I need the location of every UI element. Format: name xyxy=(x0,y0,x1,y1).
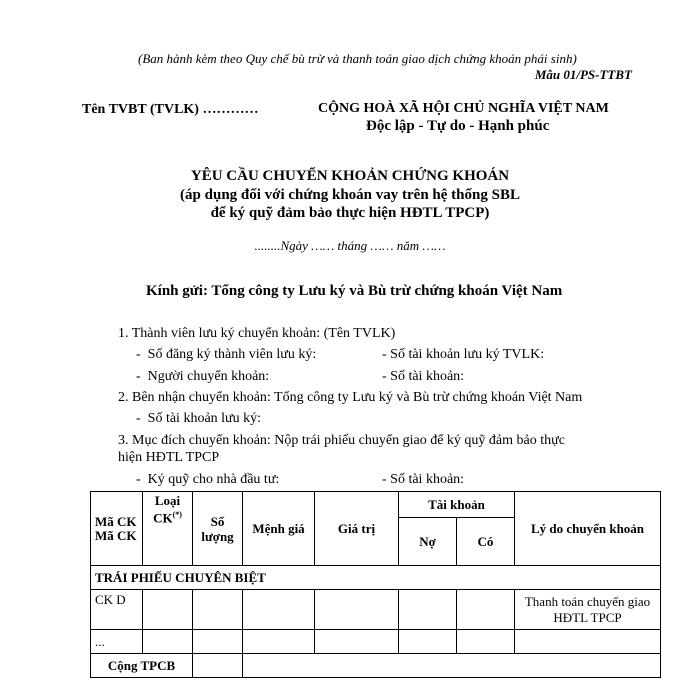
row-code: ... xyxy=(91,630,143,654)
section-3-investor: - Ký quỹ cho nhà đầu tư: xyxy=(136,472,280,487)
section-2-account: - Số tài khoản lưu ký: xyxy=(136,411,262,426)
header-debit: Nợ xyxy=(399,518,457,566)
header-type-note: (*) xyxy=(172,510,182,519)
header-account: Tài khoản xyxy=(399,492,515,518)
row-code: CK D xyxy=(91,590,143,630)
row-cell xyxy=(315,590,399,630)
header-face-value: Mệnh giá xyxy=(243,492,315,566)
row-cell xyxy=(457,630,515,654)
issued-note: (Ban hành kèm theo Quy chế bù trừ và thanh toán giao dịch chứng khoán phái sinh) xyxy=(138,51,577,66)
row-cell xyxy=(143,630,193,654)
section-1-account: - Số tài khoản: xyxy=(382,369,465,384)
header-credit: Có xyxy=(457,518,515,566)
total-row xyxy=(91,654,661,678)
motto: Độc lập - Tự do - Hạnh phúc xyxy=(366,118,550,134)
doc-subtitle-1: (áp dụng đối với chứng khoán vay trên hệ thống SBL xyxy=(180,187,520,203)
header-reason: Lý do chuyển khoản xyxy=(515,492,661,566)
section-1-regno: - Số đăng ký thành viên lưu ký: xyxy=(136,347,317,362)
section-row: TRÁI PHIẾU CHUYÊN BIỆT xyxy=(91,566,661,590)
country-name: CỘNG HOÀ XÃ HỘI CHỦ NGHĨA VIỆT NAM xyxy=(318,101,609,116)
member-name: Tên TVBT (TVLK) ………… xyxy=(82,102,259,117)
doc-subtitle-2: để ký quỹ đảm bảo thực hiện HĐTL TPCP) xyxy=(210,205,490,221)
row-cell xyxy=(143,590,193,630)
row-cell xyxy=(457,590,515,630)
s2-account-label: Số tài khoản lưu ký: xyxy=(147,411,262,426)
row-cell xyxy=(193,630,243,654)
row-cell xyxy=(515,630,661,654)
transferer-label: Người chuyển khoản: xyxy=(147,369,270,384)
section-3-account: - Số tài khoản: xyxy=(382,472,465,487)
header-value: Giá trị xyxy=(315,492,399,566)
total-label: Cộng TPCB xyxy=(91,654,193,678)
section-1-title: 1. Thành viên lưu ký chuyển khoản: (Tên TVLK) xyxy=(118,326,396,341)
header-code: Mã CK Mã CK xyxy=(91,492,143,566)
investor-label: Ký quỹ cho nhà đầu tư: xyxy=(147,472,280,487)
section-1-transferer: - Người chuyển khoản: xyxy=(136,369,270,384)
table-row xyxy=(91,590,661,630)
row-cell xyxy=(315,630,399,654)
header-qty: Số lượng xyxy=(193,492,243,566)
addressee: Kính gửi: Tổng công ty Lưu ký và Bù trừ chứng khoán Việt Nam xyxy=(146,283,563,299)
section-3-line-1: 3. Mục đích chuyển khoản: Nộp trái phiếu chuyển giao để ký quỹ đảm bảo thực xyxy=(118,433,565,448)
row-cell xyxy=(243,590,315,630)
total-rest xyxy=(243,654,661,678)
form-code: Mẫu 01/PS-TTBT xyxy=(534,67,632,82)
row-cell xyxy=(243,630,315,654)
row-reason: Thanh toán chuyển giao HĐTL TPCP xyxy=(515,590,661,630)
regno-label: Số đăng ký thành viên lưu ký: xyxy=(147,347,317,362)
section-3-line-2: hiện HĐTL TPCP xyxy=(118,450,220,465)
total-qty xyxy=(193,654,243,678)
doc-title: YÊU CẦU CHUYỂN KHOẢN CHỨNG KHOÁN xyxy=(190,168,510,184)
header-type xyxy=(143,492,193,566)
row-cell xyxy=(193,590,243,630)
row-cell xyxy=(399,630,457,654)
section-2-title: 2. Bên nhận chuyển khoản: Tổng công ty Lưu ký và Bù trừ chứng khoán Việt Nam xyxy=(118,390,583,405)
section-1-account-tvlk: - Số tài khoản lưu ký TVLK: xyxy=(382,347,545,362)
row-cell xyxy=(399,590,457,630)
transfer-table xyxy=(90,491,661,678)
header-type-label: Loại CK xyxy=(153,493,181,526)
table-row xyxy=(91,630,661,654)
date-line: ........Ngày …… tháng …… năm …… xyxy=(254,238,446,253)
